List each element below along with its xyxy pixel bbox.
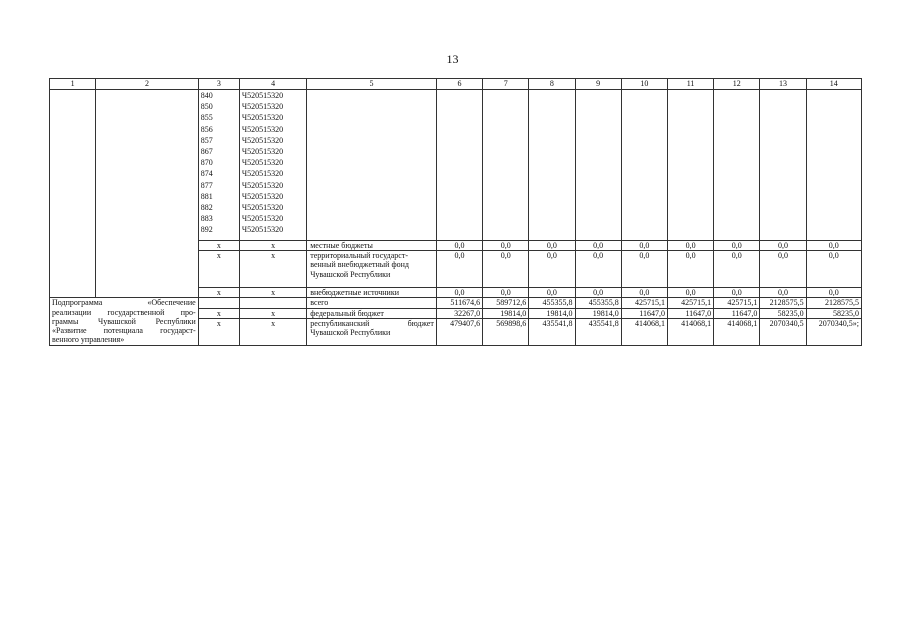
header-col-13: 13: [760, 79, 806, 90]
code-a: 857: [200, 135, 213, 145]
col4-value: x: [239, 241, 306, 251]
empty-cell: [436, 90, 482, 241]
amount-cell: 0,0: [714, 251, 760, 288]
amount-cell: 0,0: [760, 251, 806, 288]
empty-cell: [529, 90, 575, 241]
amount-cell: 414068,1: [667, 318, 713, 345]
amount-cell: 2128575,5: [806, 298, 861, 308]
header-col-2: 2: [96, 79, 199, 90]
amount-cell: 455355,8: [575, 298, 621, 308]
amount-cell: 0,0: [621, 241, 667, 251]
amount-cell: 0,0: [575, 241, 621, 251]
funding-source: местные бюджеты: [307, 241, 437, 251]
col3-value: x: [198, 308, 239, 318]
amount-cell: 0,0: [806, 288, 861, 298]
funding-source: федеральный бюджет: [307, 308, 437, 318]
code-b: Ч520515320: [241, 202, 284, 212]
amount-cell: 0,0: [806, 251, 861, 288]
amount-cell: 0,0: [483, 288, 529, 298]
code-b-stack: [239, 90, 306, 241]
header-col-14: 14: [806, 79, 861, 90]
code-b: Ч520515320: [241, 225, 284, 235]
amount-cell: 0,0: [575, 288, 621, 298]
amount-cell: 0,0: [621, 251, 667, 288]
empty-cell: [760, 90, 806, 241]
amount-cell: 425715,1: [714, 298, 760, 308]
amount-cell: 0,0: [483, 241, 529, 251]
amount-cell: 0,0: [667, 288, 713, 298]
code-a: 850: [200, 102, 213, 112]
empty-cell: [483, 90, 529, 241]
code-b: Ч520515320: [241, 124, 284, 134]
code-b: Ч520515320: [241, 169, 284, 179]
amount-cell: 2070340,5»;: [806, 318, 861, 345]
header-col-11: 11: [667, 79, 713, 90]
funding-source: всего: [307, 298, 437, 308]
col4-value: x: [239, 288, 306, 298]
col2-cell: [96, 90, 199, 298]
amount-cell: 0,0: [714, 241, 760, 251]
amount-cell: 455355,8: [529, 298, 575, 308]
amount-cell: 435541,8: [529, 318, 575, 345]
subprogram-title-line: «Развитие потенциала государст-: [52, 326, 196, 336]
col4-value: x: [239, 318, 306, 345]
header-col-5: 5: [307, 79, 437, 90]
header-col-3: 3: [198, 79, 239, 90]
amount-cell: 0,0: [621, 288, 667, 298]
funding-source-line: Чувашской Республики: [310, 328, 391, 338]
code-b: Ч520515320: [241, 191, 284, 201]
subprogram-title-line: Подпрограмма «Обеспечение: [52, 298, 196, 308]
funding-source-line: республиканский бюджет: [310, 318, 434, 328]
amount-cell: 435541,8: [575, 318, 621, 345]
amount-cell: 0,0: [667, 241, 713, 251]
amount-cell: 11647,0: [714, 308, 760, 318]
amount-cell: 11647,0: [621, 308, 667, 318]
amount-cell: 425715,1: [621, 298, 667, 308]
header-row: [50, 79, 862, 90]
amount-cell: 0,0: [436, 241, 482, 251]
amount-cell: 569898,6: [483, 318, 529, 345]
amount-cell: 425715,1: [667, 298, 713, 308]
code-a-stack: [198, 90, 239, 241]
col4-value: [239, 298, 306, 308]
subprogram-title-line: граммы Чувашской Республики: [52, 316, 196, 326]
amount-cell: 414068,1: [714, 318, 760, 345]
amount-cell: 0,0: [529, 241, 575, 251]
col3-value: x: [198, 241, 239, 251]
amount-cell: 0,0: [529, 251, 575, 288]
empty-cell: [667, 90, 713, 241]
col4-value: x: [239, 251, 306, 288]
code-b: Ч520515320: [241, 135, 284, 145]
code-a: 856: [200, 124, 213, 134]
code-a: 881: [200, 191, 213, 201]
amount-cell: 479407,6: [436, 318, 482, 345]
code-a: 867: [200, 146, 213, 156]
empty-cell: [806, 90, 861, 241]
amount-cell: 0,0: [436, 288, 482, 298]
header-col-12: 12: [714, 79, 760, 90]
col3-value: [198, 298, 239, 308]
empty-cell: [575, 90, 621, 241]
amount-cell: 589712,6: [483, 298, 529, 308]
col4-value: x: [239, 308, 306, 318]
code-block-row: [50, 90, 862, 241]
empty-cell: [307, 90, 437, 241]
code-a: 882: [200, 202, 213, 212]
header-col-8: 8: [529, 79, 575, 90]
funding-source-line: венный внебюджетный фонд: [310, 260, 409, 270]
table-row: [50, 298, 862, 308]
amount-cell: 0,0: [714, 288, 760, 298]
amount-cell: 0,0: [575, 251, 621, 288]
amount-cell: 511674,6: [436, 298, 482, 308]
code-b: Ч520515320: [241, 214, 284, 224]
amount-cell: 19814,0: [575, 308, 621, 318]
amount-cell: 58235,0: [760, 308, 806, 318]
code-a: 883: [200, 214, 213, 224]
code-b: Ч520515320: [241, 113, 284, 123]
subprogram-title: [50, 298, 199, 345]
page-number: 13: [446, 52, 459, 66]
funding-source: [307, 251, 437, 288]
amount-cell: 2070340,5: [760, 318, 806, 345]
header-col-6: 6: [436, 79, 482, 90]
amount-cell: 58235,0: [806, 308, 861, 318]
funding-source: внебюджетные источники: [307, 288, 437, 298]
amount-cell: 0,0: [436, 251, 482, 288]
code-b: Ч520515320: [241, 180, 284, 190]
header-col-1: 1: [50, 79, 96, 90]
amount-cell: 19814,0: [529, 308, 575, 318]
funding-source: [307, 318, 437, 345]
col3-value: x: [198, 288, 239, 298]
amount-cell: 0,0: [760, 288, 806, 298]
code-b: Ч520515320: [241, 158, 284, 168]
header-col-10: 10: [621, 79, 667, 90]
header-col-7: 7: [483, 79, 529, 90]
header-col-4: 4: [239, 79, 306, 90]
amount-cell: 0,0: [483, 251, 529, 288]
amount-cell: 19814,0: [483, 308, 529, 318]
empty-cell: [714, 90, 760, 241]
code-a: 874: [200, 169, 213, 179]
code-a: 855: [200, 113, 213, 123]
subprogram-title-line: венного управления»: [52, 335, 125, 345]
code-a: 870: [200, 158, 213, 168]
amount-cell: 0,0: [806, 241, 861, 251]
header-col-9: 9: [575, 79, 621, 90]
amount-cell: 0,0: [529, 288, 575, 298]
amount-cell: 414068,1: [621, 318, 667, 345]
budget-table: [49, 78, 862, 346]
amount-cell: 0,0: [760, 241, 806, 251]
col3-value: x: [198, 318, 239, 345]
funding-source-line: территориальный государст-: [310, 251, 408, 261]
code-b: Ч520515320: [241, 146, 284, 156]
code-b: Ч520515320: [241, 102, 284, 112]
funding-source-line: Чувашской Республики: [310, 269, 391, 279]
code-a: 840: [200, 91, 213, 100]
code-a: 892: [200, 225, 213, 235]
amount-cell: 0,0: [667, 251, 713, 288]
code-b: Ч520515320: [241, 91, 284, 100]
amount-cell: 32267,0: [436, 308, 482, 318]
amount-cell: 2128575,5: [760, 298, 806, 308]
col1-cell: [50, 90, 96, 298]
subprogram-title-line: реализации государственной про-: [52, 307, 196, 317]
empty-cell: [621, 90, 667, 241]
amount-cell: 11647,0: [667, 308, 713, 318]
col3-value: x: [198, 251, 239, 288]
code-a: 877: [200, 180, 213, 190]
